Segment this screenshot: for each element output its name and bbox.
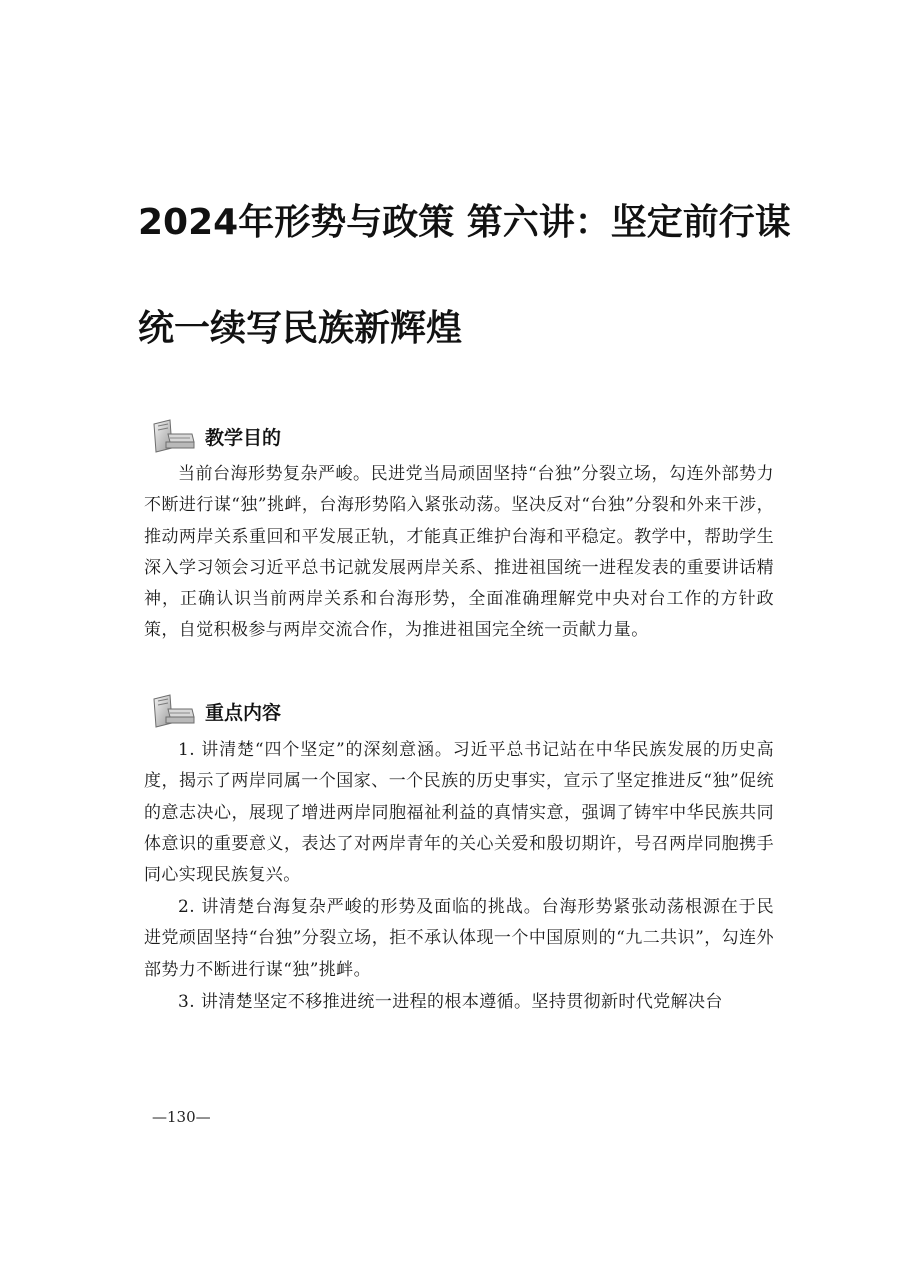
section-label: 教学目的 (205, 426, 282, 449)
section-heading-teaching-goals (150, 418, 281, 454)
book-stack-icon (150, 418, 196, 454)
paragraph: 2. 讲清楚台海复杂严峻的形势及面临的挑战。台海形势紧张动荡根源在于民进党顽固坚持“台独”分裂立场，拒不承认体现一个中国原则的“九二共识”，勾连外部势力不断进行谋“独”挑衅。 (144, 897, 774, 980)
section-label: 重点内容 (205, 701, 282, 724)
paragraph: 3. 讲清楚坚定不移推进统一进程的根本遵循。坚持贯彻新时代党解决台 (178, 992, 723, 1012)
page-title: 2024年形势与政策 第六讲：坚定前行谋统一续写民族新辉煌 (138, 202, 791, 349)
paragraph: 当前台海形势复杂严峻。民进党当局顽固坚持“台独”分裂立场，勾连外部势力不断进行谋“独”挑衅，台海形势陷入紧张动荡。坚决反对“台独”分裂和外来干涉，推动两岸关系重回和平发展正轨，才能真正维护台海和平稳定。教学中，帮助学生深入学习领会习近平总书记就发展两岸关系、推进祖国统一进程发表的重要讲话精神，正确认识当前两岸关系和台海形势，全面准确理解党中央对台工作的方针政策，自觉积极参与两岸交流合作，为推进祖国完全统一贡献力量。 (144, 464, 774, 641)
book-stack-icon (150, 693, 196, 729)
section-heading-key-content (150, 693, 281, 729)
page-number: —130— (152, 1108, 211, 1126)
paragraph: 1. 讲清楚“四个坚定”的深刻意涵。习近平总书记站在中华民族发展的历史高度，揭示了两岸同属一个国家、一个民族的历史事实，宣示了坚定推进反“独”促统的意志决心，展现了增进两岸同胞福祉利益的真情实意，强调了铸牢中华民族共同体意识的重要意义，表达了对两岸青年的关心关爱和殷切期许，号召两岸同胞携手同心实现民族复兴。 (144, 740, 774, 886)
